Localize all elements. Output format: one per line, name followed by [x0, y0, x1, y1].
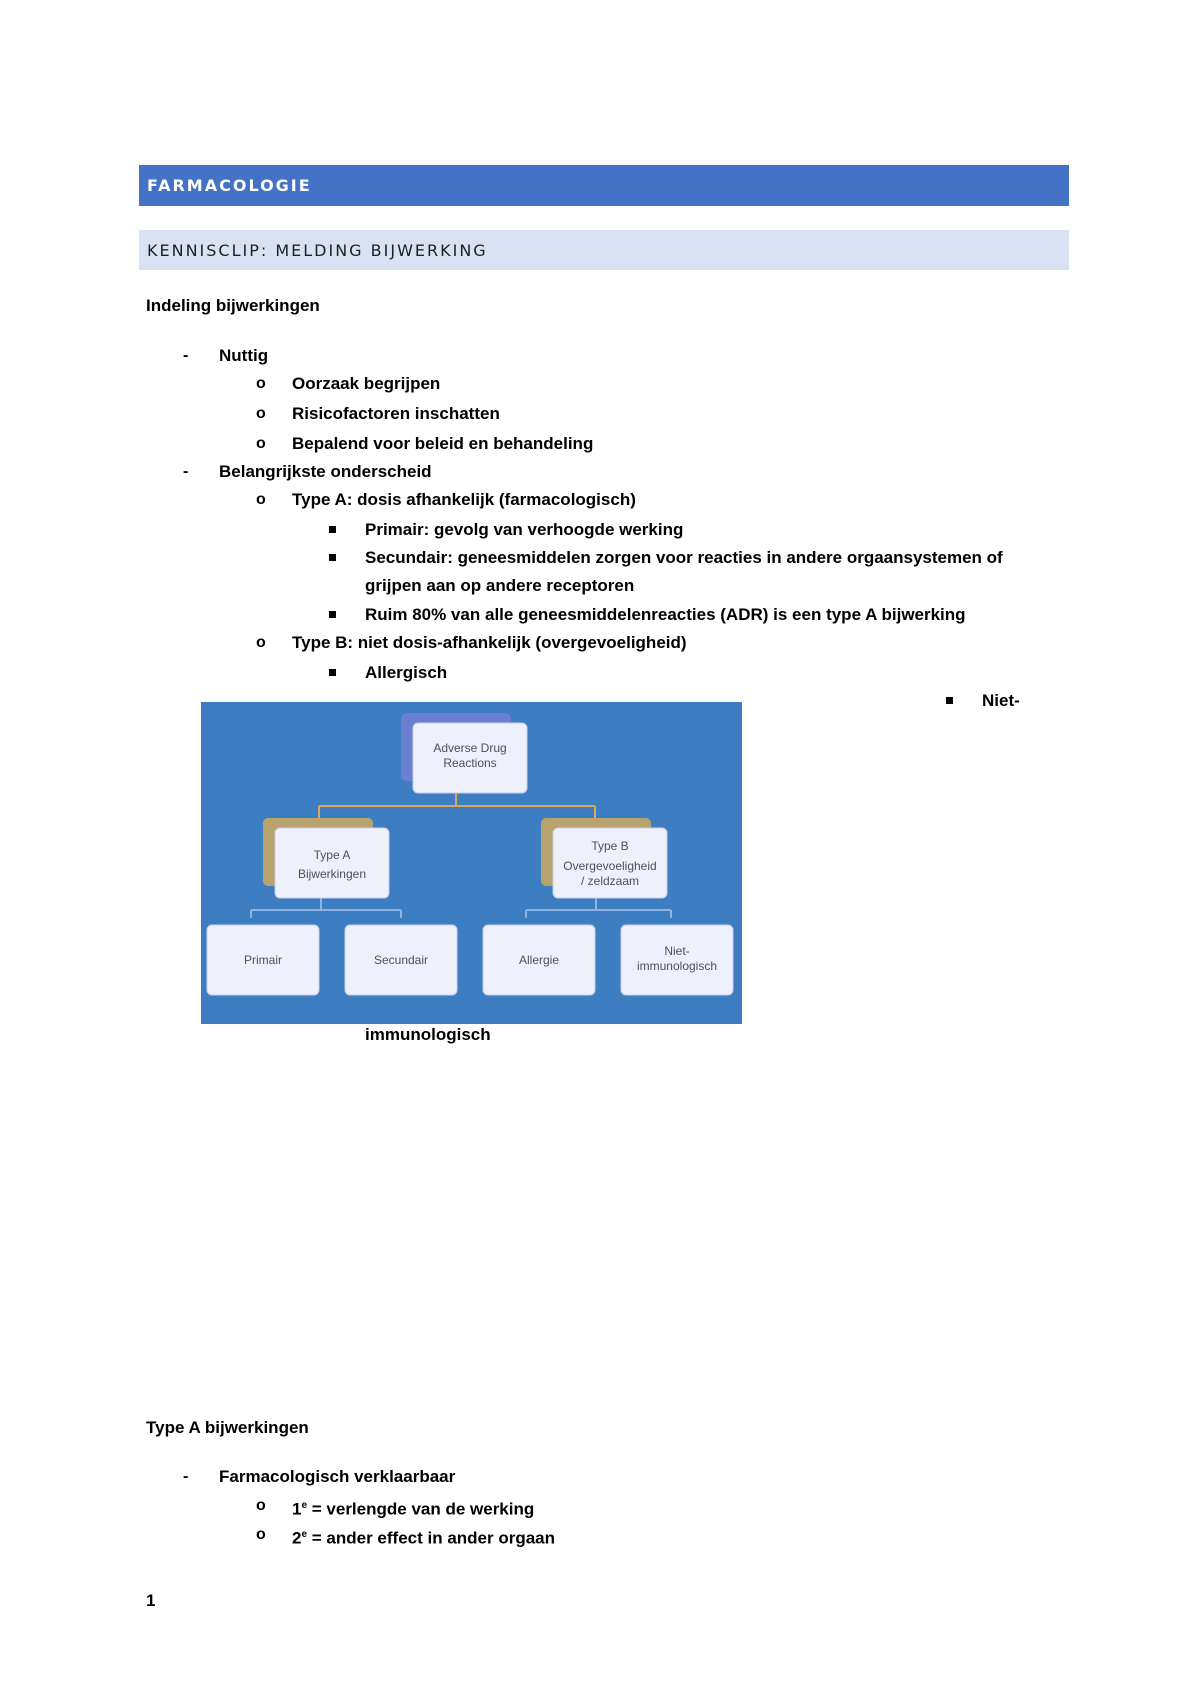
list-item-type-a: Type A: dosis afhankelijk (farmacologisch) — [292, 490, 636, 509]
section-heading-type-a: Type A bijwerkingen — [146, 1418, 309, 1437]
root-label-line2: Reactions — [443, 756, 497, 770]
list-item: Oorzaak begrijpen — [292, 374, 441, 393]
list-item-onderscheid: Belangrijkste onderscheid — [219, 462, 432, 481]
list-item-niet-part2: immunologisch — [365, 1025, 491, 1044]
page-subtitle: KENNISCLIP: MELDING BIJWERKING — [147, 240, 488, 260]
leaf-label-secundair: Secundair — [373, 953, 429, 967]
list-item: Bepalend voor beleid en behandeling — [292, 434, 594, 453]
list-item: Allergisch — [365, 663, 448, 682]
dash-bullet: - — [183, 463, 189, 480]
dash-bullet: - — [183, 347, 189, 364]
page-title-band — [139, 165, 1069, 206]
circle-bullet: o — [256, 435, 266, 452]
list-item-nuttig: Nuttig — [219, 346, 269, 365]
subtitle-band — [139, 230, 1069, 270]
leaf-label-niet-line1: Niet- — [664, 944, 690, 958]
list-item: Risicofactoren inschatten — [292, 404, 500, 423]
list-item: Primair: gevolg van verhoogde werking — [365, 520, 684, 539]
root-label-line1: Adverse Drug — [433, 741, 507, 755]
list-item: Ruim 80% van alle geneesmiddelenreacties (ADR) is een type A bijwerking — [365, 605, 966, 624]
page-number: 1 — [146, 1591, 156, 1610]
list-item-farmacologisch: Farmacologisch verklaarbaar — [219, 1467, 456, 1486]
type-a-label-line1: Type A — [313, 848, 351, 862]
circle-bullet: o — [256, 634, 266, 651]
square-bullet — [329, 554, 336, 561]
leaf-label-niet-line2: immunologisch — [636, 959, 718, 973]
square-bullet — [329, 526, 336, 533]
leaf-label-allergie: Allergie — [518, 953, 560, 967]
square-bullet — [329, 611, 336, 618]
dash-bullet: - — [183, 1468, 189, 1485]
list-item: Secundair: geneesmiddelen zorgen voor reacties in andere orgaansystemen of grijpen aan op andere receptoren — [365, 548, 1003, 595]
type-a-label-line2: Bijwerkingen — [297, 867, 367, 881]
circle-bullet: o — [256, 375, 266, 392]
type-a-box — [275, 828, 389, 898]
list-item-type-b: Type B: niet dosis-afhankelijk (overgevoeligheid) — [292, 633, 687, 652]
page-title: FARMACOLOGIE — [147, 176, 312, 195]
list-item-niet-part1: Niet- — [982, 691, 1020, 710]
circle-bullet: o — [256, 1526, 266, 1543]
list-item-order2: $2^e$ = ander effect in ander orgaan — [292, 1528, 556, 1548]
type-b-label-line3: / zeldzaam — [580, 874, 640, 888]
circle-bullet: o — [256, 405, 266, 422]
list-item-order1: $1^e$ = verlengde van de werking — [292, 1499, 535, 1519]
adr-hierarchy-diagram — [201, 702, 742, 1024]
leaf-label-primair: Primair — [244, 953, 282, 967]
square-bullet — [329, 669, 336, 676]
type-b-label-line2: Overgevoeligheid — [563, 859, 657, 873]
circle-bullet: o — [256, 1497, 266, 1514]
type-b-label-line1: Type B — [591, 839, 629, 853]
square-bullet — [946, 697, 953, 704]
circle-bullet: o — [256, 491, 266, 508]
section-heading-indeling: Indeling bijwerkingen — [146, 296, 320, 315]
